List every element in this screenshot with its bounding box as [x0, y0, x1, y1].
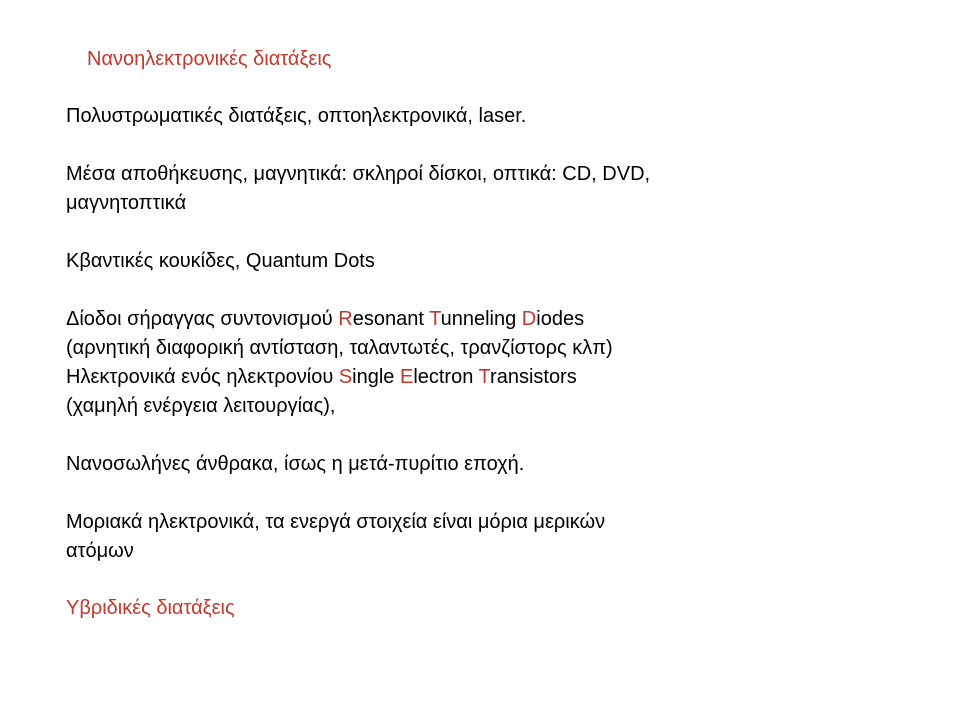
- item-storage-line2: μαγνητοπτικά: [66, 192, 187, 214]
- set-initial-e: E: [399, 366, 414, 388]
- slide-title: Νανοηλεκτρονικές διατάξεις: [87, 48, 332, 70]
- item-rtd: [66, 305, 584, 334]
- set-word-lectron: lectron: [413, 366, 479, 388]
- slide-footer-heading: Υβριδικές διατάξεις: [66, 597, 235, 619]
- rtd-prefix: Δίοδοι σήραγγας συντονισμού: [66, 308, 339, 330]
- item-quantum-dots: Κβαντικές κουκίδες, Quantum Dots: [66, 250, 375, 272]
- item-nanotubes: Νανοσωλήνες άνθρακα, ίσως η μετά-πυρίτιο εποχή.: [66, 453, 525, 475]
- rtd-initial-t: T: [429, 308, 441, 330]
- rtd-word-iodes: iodes: [536, 308, 585, 330]
- rtd-word-esonant: esonant: [352, 308, 430, 330]
- set-word-ingle: ingle: [352, 366, 400, 388]
- item-storage-line1: Μέσα αποθήκευσης, μαγνητικά: σκληροί δίσκοι, οπτικά: CD, DVD,: [66, 163, 651, 185]
- item-set-note: (χαμηλή ενέργεια λειτουργίας),: [66, 395, 336, 417]
- item-multilayer: Πολυστρωματικές διατάξεις, οπτοηλεκτρονικά, laser.: [66, 105, 527, 127]
- item-rtd-note: (αρνητική διαφορική αντίσταση, ταλαντωτές, τρανζίστορς κλπ): [66, 337, 613, 359]
- set-initial-t: T: [478, 366, 491, 388]
- set-word-ransistors: ransistors: [490, 366, 577, 388]
- item-molecular-line1: Μοριακά ηλεκτρονικά, τα ενεργά στοιχεία είναι μόρια μερικών: [66, 511, 606, 533]
- item-set: [66, 363, 577, 392]
- rtd-initial-d: D: [521, 308, 537, 330]
- set-prefix: Ηλεκτρονικά ενός ηλεκτρονίου: [66, 366, 339, 388]
- rtd-word-unneling: unneling: [440, 308, 522, 330]
- set-initial-s: S: [338, 366, 353, 388]
- rtd-initial-r: R: [338, 308, 353, 330]
- item-molecular-line2: ατόμων: [66, 540, 134, 562]
